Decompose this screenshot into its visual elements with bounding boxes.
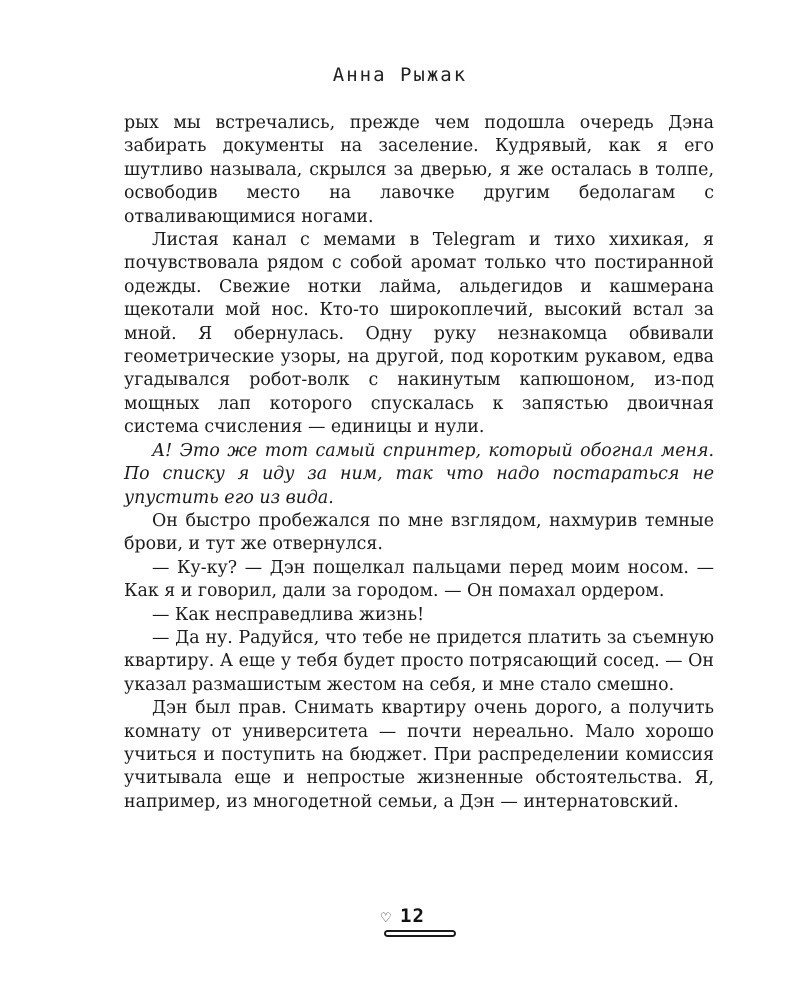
dialogue-line: — Ку-ку? — Дэн пощелкал пальцами перед моим носом. — Как я и говорил, дали за городом. — Он помахал ордером.	[124, 557, 714, 602]
dialogue-line: — Как несправедлива жизнь!	[152, 604, 425, 625]
paragraph-continuation: рых мы встречались, прежде чем подошла очередь Дэна забирать документы на заселение. Кудрявый, как я его шутливо называла, скрылся за дверью, я же осталась в толпе, освободив место на лавочке другим бедолагам с отваливающимися ногами.	[124, 113, 714, 227]
page-folio	[380, 906, 460, 942]
dialogue-line: — Да ну. Радуйся, что тебе не придется платить за съемную квартиру. А еще у тебя будет просто потрясающий сосед. — Он указал размашистым жестом на себя, и мне стало смешно.	[124, 627, 714, 695]
main-text	[124, 112, 714, 814]
paragraph: Он быстро пробежался по мне взглядом, нахмурив темные брови, и тут же отвернулся.	[124, 510, 714, 555]
page-number: 12	[400, 905, 425, 927]
paragraph: Листая канал с мемами в Telegram и тихо хихикая, я почувствовала рядом с собой аромат только что постиранной одежды. Свежие нотки лайма, альдегидов и кашмерана щекотали мой нос. Кто-то широкоплечий, высокий встал за мной. Я обернулась. Одну руку незнакомца обвивали геометрические узоры, на другой, под коротким рукавом, едва угадывался робот-волк с накинутым капюшоном, из-под мощных лап которого спускалась к запястью двоичная система счисления — единицы и нули.	[124, 230, 714, 438]
folio-ornament-bar	[384, 930, 456, 937]
running-head-author: Анна Рыжак	[332, 64, 468, 86]
paragraph-italic-thought: А! Это же тот самый спринтер, который обогнал меня. По списку я иду за ним, так что надо постараться не упустить его из вида.	[124, 440, 714, 508]
paragraph: Дэн был прав. Снимать квартиру очень дорого, а получить комнату от университета — почти нереально. Мало хорошо учиться и поступить на бюджет. При распределении комиссия учитывала еще и непростые жизненные обстоятельства. Я, например, из многодетной семьи, а Дэн — интернатовский.	[124, 698, 714, 812]
heart-icon: ♡	[380, 911, 392, 926]
